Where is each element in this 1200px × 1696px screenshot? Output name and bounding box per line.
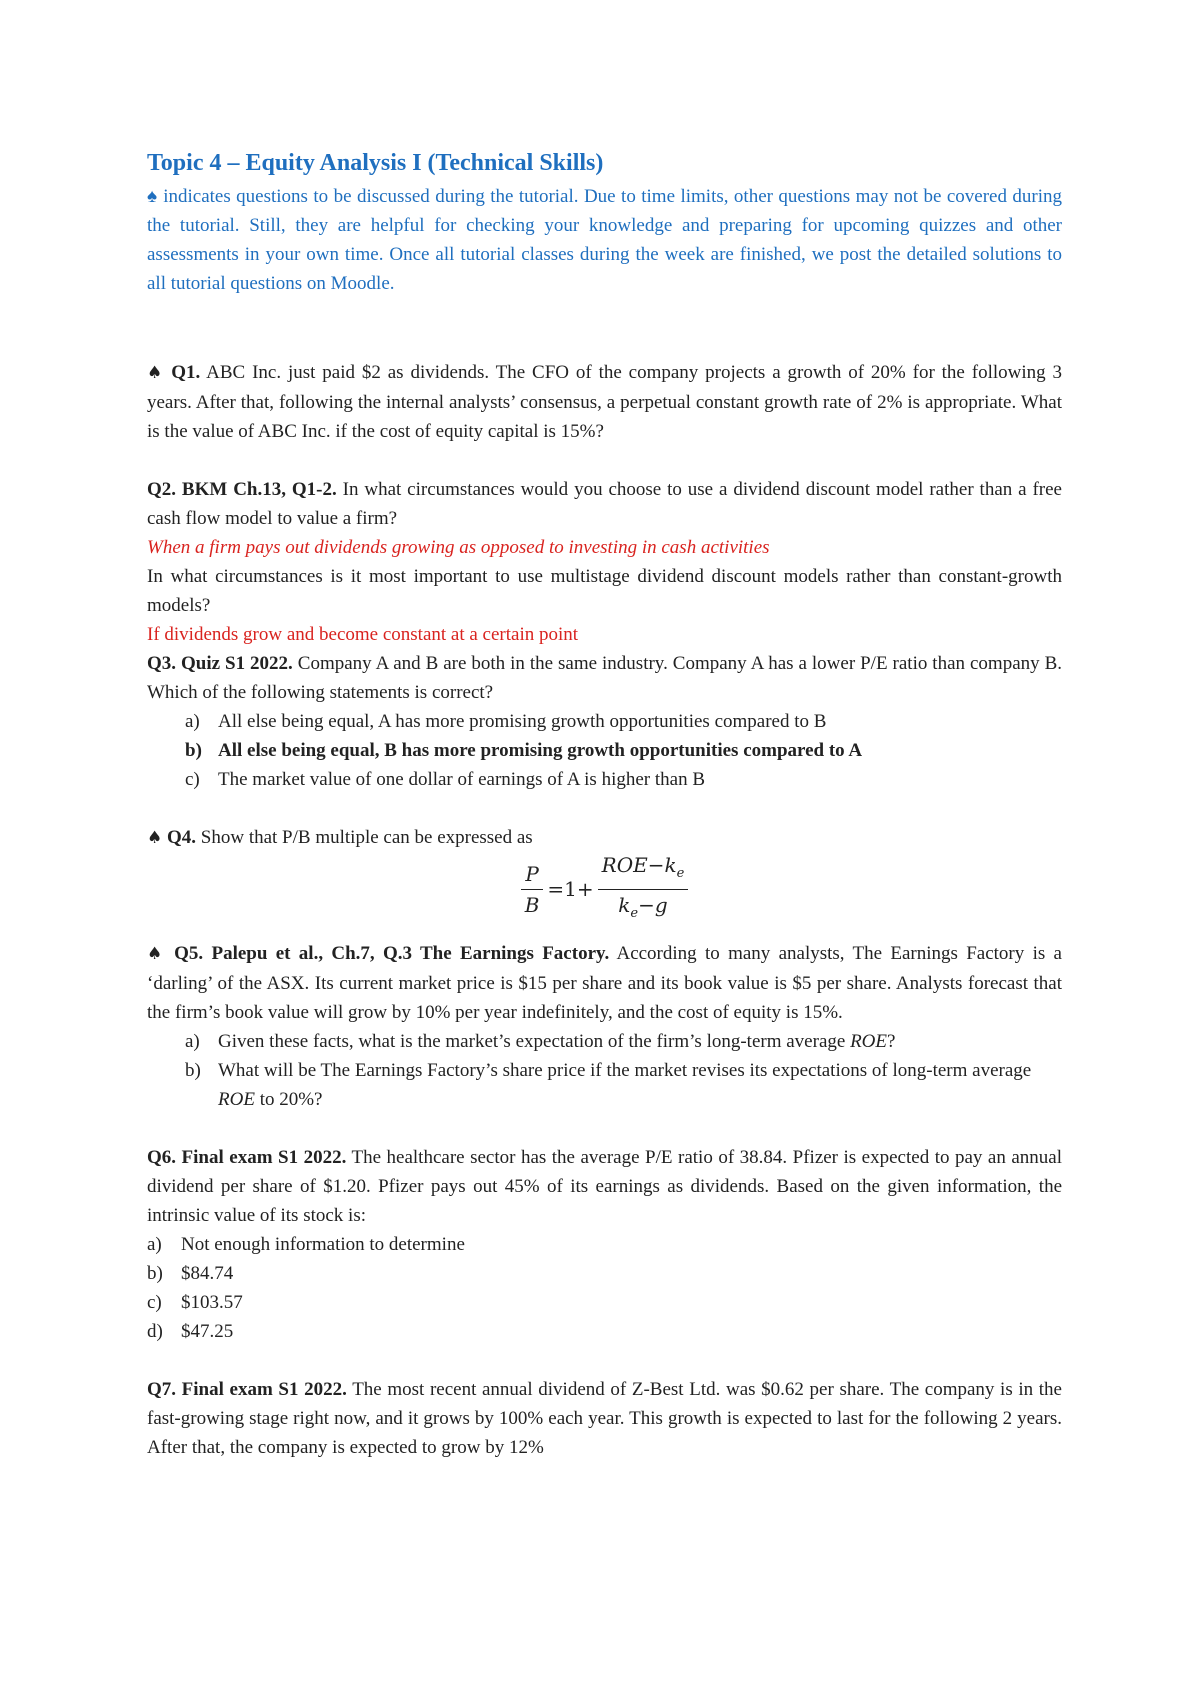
option-item: c) The market value of one dollar of earnings of A is higher than B: [185, 769, 706, 790]
question-7-text: The most recent annual dividend of Z-Best Ltd. was $0.62 per share. The company is in the fast-growing stage right now, and it grows by 100% each year. This growth is expected to last for the following 2 years. After that, the company is expected to grow by 12%: [147, 1379, 1062, 1458]
spade-icon: ♠: [147, 363, 165, 383]
question-5: [147, 939, 1062, 1027]
option-item: b) $84.74: [147, 1263, 234, 1284]
question-6-options: [147, 1230, 1062, 1346]
question-3: [147, 649, 1062, 707]
question-3-text: Company A and B are both in the same industry. Company A has a lower P/E ratio than company B. Which of the following statements is correct?: [147, 653, 1063, 703]
option-item: d) $47.25: [147, 1321, 234, 1342]
question-1-text: ABC Inc. just paid $2 as dividends. The CFO of the company projects a growth of 20% for the following 3 years. After that, following the internal analysts’ consensus, a perpetual constant growth rate of 2% is appropriate. What is the value of ABC Inc. if the cost of equity capital is 15%?: [147, 362, 1063, 442]
question-6: [147, 1143, 1062, 1230]
question-5-options: [147, 1027, 1062, 1114]
formula-lhs: $\frac{P}{B}$: [521, 861, 544, 918]
question-2-answer-1: When a firm pays out dividends growing as opposed to investing in cash activities: [147, 537, 770, 558]
question-2-text-1: In what circumstances would you choose to use a dividend discount model rather than a free cash flow model to value a firm?: [147, 479, 1062, 529]
pb-formula: [147, 853, 1062, 925]
question-6-label: Q6. Final exam S1 2022.: [147, 1147, 347, 1168]
formula-equals: =1+: [547, 876, 594, 901]
formula-rhs: $\frac{ROE-k_e}{k_e-g}$: [598, 852, 689, 927]
question-4-label: Q4.: [167, 827, 197, 848]
option-item: c) $103.57: [147, 1292, 243, 1313]
question-7: [147, 1375, 1062, 1462]
question-2-label: Q2. BKM Ch.13, Q1-2.: [147, 479, 337, 500]
question-4-text: Show that P/B multiple can be expressed as: [200, 827, 533, 848]
option-item: b) What will be The Earnings Factory’s share price if the market revises its expectations of long-term average ROE to 20%?: [185, 1060, 1032, 1110]
document-content: [147, 146, 1062, 1462]
question-6-text: The healthcare sector has the average P/E ratio of 38.84. Pfizer is expected to pay an annual dividend per share of $1.20. Pfizer pays out 45% of its earnings as dividends. Based on the given information, the intrinsic value of its stock is:: [147, 1147, 1062, 1226]
option-item: a) All else being equal, A has more promising growth opportunities compared to B: [185, 711, 827, 732]
option-item: a) Not enough information to determine: [147, 1234, 465, 1255]
question-2: [147, 475, 1062, 533]
question-5-text: According to many analysts, The Earnings Factory is a ‘darling’ of the ASX. Its current market price is $15 per share and its book value is $5 per share. Analysts forecast that the firm’s book value will grow by 10% per year indefinitely, and the cost of equity is 15%.: [147, 943, 1062, 1023]
spade-icon: ♠: [147, 944, 166, 964]
question-3-label: Q3. Quiz S1 2022.: [147, 653, 293, 674]
page-title: Topic 4 – Equity Analysis I (Technical Skills): [147, 150, 604, 176]
spade-icon: ♠: [147, 828, 163, 848]
question-2-text-2: In what circumstances is it most important to use multistage dividend discount models rather than constant-growth models?: [147, 566, 1062, 616]
option-item: a) Given these facts, what is the market’s expectation of the firm’s long-term average ROE?: [185, 1031, 896, 1052]
question-7-label: Q7. Final exam S1 2022.: [147, 1379, 347, 1400]
option-item-correct: b) All else being equal, B has more promising growth opportunities compared to A: [185, 740, 863, 761]
question-1: [147, 358, 1062, 446]
question-2-answer-2: If dividends grow and become constant at a certain point: [147, 624, 579, 645]
question-5-label: Q5. Palepu et al., Ch.7, Q.3 The Earnings Factory.: [174, 943, 610, 964]
question-4: [147, 823, 1062, 853]
question-3-options: [147, 707, 1062, 794]
question-1-label: Q1.: [171, 362, 201, 383]
intro-note: ♠ indicates questions to be discussed during the tutorial. Due to time limits, other questions may not be covered during the tutorial. Still, they are helpful for checking your knowledge and preparing for upcoming quizzes and other assessments in your own time. Once all tutorial classes during the week are finished, we post the detailed solutions to all tutorial questions on Moodle.: [147, 186, 1062, 294]
